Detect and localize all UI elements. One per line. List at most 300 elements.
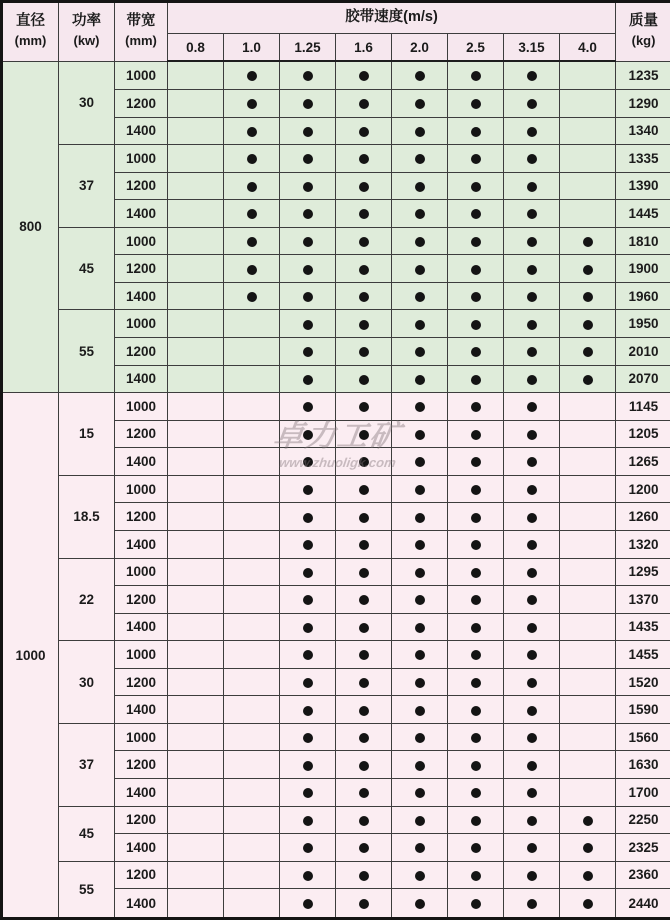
availability-dot-icon bbox=[471, 733, 481, 743]
availability-dot-icon bbox=[471, 237, 481, 247]
availability-dot-icon bbox=[359, 568, 369, 578]
availability-dot-icon bbox=[415, 154, 425, 164]
speed-availability-cell bbox=[560, 889, 616, 919]
speed-col-header: 3.15 bbox=[504, 34, 560, 62]
availability-dot-icon bbox=[527, 485, 537, 495]
speed-availability-cell bbox=[504, 255, 560, 283]
speed-availability-cell bbox=[560, 145, 616, 173]
power-cell: 37 bbox=[59, 723, 115, 806]
speed-availability-cell bbox=[280, 861, 336, 889]
availability-dot-icon bbox=[471, 650, 481, 660]
table-row bbox=[2, 558, 670, 586]
speed-col-header: 0.8 bbox=[168, 34, 224, 62]
availability-dot-icon bbox=[359, 71, 369, 81]
speed-availability-cell bbox=[336, 503, 392, 531]
availability-dot-icon bbox=[359, 375, 369, 385]
availability-dot-icon bbox=[583, 871, 593, 881]
availability-dot-icon bbox=[527, 71, 537, 81]
speed-availability-cell bbox=[504, 834, 560, 862]
mass-cell: 2360 bbox=[616, 861, 670, 889]
belt-width-header-unit: (mm) bbox=[125, 32, 157, 48]
speed-availability-cell bbox=[448, 117, 504, 145]
availability-dot-icon bbox=[527, 706, 537, 716]
power-header-unit: (kw) bbox=[73, 32, 100, 48]
speed-availability-cell bbox=[280, 641, 336, 669]
availability-dot-icon bbox=[527, 816, 537, 826]
mass-cell: 1260 bbox=[616, 503, 670, 531]
speed-availability-cell bbox=[168, 145, 224, 173]
speed-availability-cell bbox=[336, 393, 392, 421]
speed-availability-cell bbox=[392, 530, 448, 558]
belt-width-cell: 1000 bbox=[115, 723, 168, 751]
speed-availability-cell bbox=[448, 834, 504, 862]
speed-availability-cell bbox=[280, 145, 336, 173]
speed-availability-cell bbox=[336, 227, 392, 255]
speed-availability-cell bbox=[560, 613, 616, 641]
power-cell: 55 bbox=[59, 861, 115, 918]
belt-width-cell: 1400 bbox=[115, 365, 168, 393]
speed-availability-cell bbox=[448, 227, 504, 255]
mass-cell: 1960 bbox=[616, 282, 670, 310]
power-cell: 45 bbox=[59, 227, 115, 310]
belt-width-cell: 1200 bbox=[115, 806, 168, 834]
speed-availability-cell bbox=[336, 145, 392, 173]
watermark-logo: 卓力工矿 bbox=[271, 420, 404, 453]
availability-dot-icon bbox=[303, 871, 313, 881]
speed-availability-cell bbox=[168, 282, 224, 310]
speed-availability-cell bbox=[392, 117, 448, 145]
belt-width-cell: 1200 bbox=[115, 255, 168, 283]
speed-availability-cell bbox=[168, 393, 224, 421]
speed-availability-cell bbox=[224, 61, 280, 89]
speed-availability-cell bbox=[504, 696, 560, 724]
availability-dot-icon bbox=[359, 127, 369, 137]
availability-dot-icon bbox=[247, 265, 257, 275]
mass-cell: 1265 bbox=[616, 448, 670, 476]
availability-dot-icon bbox=[303, 127, 313, 137]
speed-availability-cell bbox=[504, 586, 560, 614]
speed-availability-cell bbox=[504, 227, 560, 255]
belt-width-cell: 1400 bbox=[115, 117, 168, 145]
availability-dot-icon bbox=[303, 788, 313, 798]
table-row bbox=[2, 227, 670, 255]
speed-availability-cell bbox=[224, 861, 280, 889]
availability-dot-icon bbox=[303, 568, 313, 578]
speed-availability-cell bbox=[560, 310, 616, 338]
speed-availability-cell bbox=[280, 448, 336, 476]
speed-availability-cell bbox=[280, 117, 336, 145]
speed-availability-cell bbox=[280, 779, 336, 807]
speed-availability-cell bbox=[280, 503, 336, 531]
speed-availability-cell bbox=[504, 393, 560, 421]
speed-availability-cell bbox=[280, 282, 336, 310]
speed-availability-cell bbox=[392, 834, 448, 862]
availability-dot-icon bbox=[415, 678, 425, 688]
mass-cell: 1560 bbox=[616, 723, 670, 751]
belt-width-cell: 1400 bbox=[115, 200, 168, 228]
availability-dot-icon bbox=[415, 650, 425, 660]
availability-dot-icon bbox=[527, 650, 537, 660]
speed-availability-cell bbox=[560, 338, 616, 366]
speed-availability-cell bbox=[224, 310, 280, 338]
speed-availability-cell bbox=[448, 503, 504, 531]
speed-availability-cell bbox=[560, 255, 616, 283]
speed-availability-cell bbox=[504, 751, 560, 779]
availability-dot-icon bbox=[527, 623, 537, 633]
availability-dot-icon bbox=[415, 182, 425, 192]
speed-availability-cell bbox=[336, 420, 392, 448]
availability-dot-icon bbox=[471, 706, 481, 716]
availability-dot-icon bbox=[527, 292, 537, 302]
speed-availability-cell bbox=[168, 310, 224, 338]
power-cell: 30 bbox=[59, 61, 115, 145]
table-row bbox=[2, 475, 670, 503]
speed-availability-cell bbox=[280, 834, 336, 862]
speed-availability-cell bbox=[168, 475, 224, 503]
availability-dot-icon bbox=[471, 623, 481, 633]
availability-dot-icon bbox=[471, 761, 481, 771]
availability-dot-icon bbox=[527, 127, 537, 137]
speed-availability-cell bbox=[504, 613, 560, 641]
speed-availability-cell bbox=[448, 365, 504, 393]
availability-dot-icon bbox=[359, 209, 369, 219]
availability-dot-icon bbox=[303, 265, 313, 275]
header-row-top bbox=[2, 2, 670, 34]
speed-availability-cell bbox=[224, 696, 280, 724]
speed-availability-cell bbox=[560, 503, 616, 531]
mass-cell: 1520 bbox=[616, 668, 670, 696]
speed-availability-cell bbox=[224, 255, 280, 283]
availability-dot-icon bbox=[303, 375, 313, 385]
mass-header-unit: (kg) bbox=[631, 32, 656, 48]
table-row bbox=[2, 723, 670, 751]
speed-availability-cell bbox=[504, 338, 560, 366]
speed-availability-cell bbox=[224, 806, 280, 834]
speed-availability-cell bbox=[280, 696, 336, 724]
availability-dot-icon bbox=[359, 788, 369, 798]
availability-dot-icon bbox=[303, 623, 313, 633]
speed-availability-cell bbox=[168, 172, 224, 200]
speed-availability-cell bbox=[336, 751, 392, 779]
speed-availability-cell bbox=[504, 172, 560, 200]
availability-dot-icon bbox=[247, 209, 257, 219]
availability-dot-icon bbox=[415, 375, 425, 385]
availability-dot-icon bbox=[471, 568, 481, 578]
availability-dot-icon bbox=[359, 513, 369, 523]
col-header-power bbox=[59, 2, 115, 62]
speed-availability-cell bbox=[224, 641, 280, 669]
belt-width-cell: 1200 bbox=[115, 751, 168, 779]
speed-col-header: 1.6 bbox=[336, 34, 392, 62]
speed-availability-cell bbox=[168, 530, 224, 558]
speed-availability-cell bbox=[504, 448, 560, 476]
speed-availability-cell bbox=[392, 420, 448, 448]
mass-cell: 2010 bbox=[616, 338, 670, 366]
speed-availability-cell bbox=[168, 227, 224, 255]
speed-availability-cell bbox=[448, 145, 504, 173]
speed-availability-cell bbox=[168, 255, 224, 283]
availability-dot-icon bbox=[415, 430, 425, 440]
diameter-header-unit: (mm) bbox=[14, 32, 47, 48]
availability-dot-icon bbox=[527, 402, 537, 412]
belt-width-cell: 1200 bbox=[115, 420, 168, 448]
table-row bbox=[2, 861, 670, 889]
speed-availability-cell bbox=[504, 420, 560, 448]
availability-dot-icon bbox=[303, 347, 313, 357]
belt-width-cell: 1200 bbox=[115, 861, 168, 889]
speed-availability-cell bbox=[224, 338, 280, 366]
power-cell: 30 bbox=[59, 641, 115, 724]
speed-availability-cell bbox=[168, 641, 224, 669]
availability-dot-icon bbox=[471, 402, 481, 412]
speed-availability-cell bbox=[448, 889, 504, 919]
speed-availability-cell bbox=[504, 806, 560, 834]
speed-availability-cell bbox=[280, 806, 336, 834]
availability-dot-icon bbox=[247, 154, 257, 164]
availability-dot-icon bbox=[527, 595, 537, 605]
availability-dot-icon bbox=[527, 265, 537, 275]
speed-availability-cell bbox=[560, 448, 616, 476]
speed-availability-cell bbox=[280, 613, 336, 641]
availability-dot-icon bbox=[359, 347, 369, 357]
availability-dot-icon bbox=[527, 899, 537, 909]
availability-dot-icon bbox=[247, 127, 257, 137]
speed-availability-cell bbox=[448, 475, 504, 503]
table-row bbox=[2, 393, 670, 421]
availability-dot-icon bbox=[527, 457, 537, 467]
speed-availability-cell bbox=[504, 889, 560, 919]
speed-availability-cell bbox=[448, 641, 504, 669]
availability-dot-icon bbox=[359, 899, 369, 909]
availability-dot-icon bbox=[527, 320, 537, 330]
speed-availability-cell bbox=[224, 365, 280, 393]
speed-availability-cell bbox=[224, 145, 280, 173]
table-row bbox=[2, 806, 670, 834]
speed-availability-cell bbox=[504, 558, 560, 586]
availability-dot-icon bbox=[415, 540, 425, 550]
availability-dot-icon bbox=[303, 292, 313, 302]
diameter-header-label: 直径 bbox=[16, 13, 45, 30]
speed-availability-cell bbox=[336, 448, 392, 476]
speed-availability-cell bbox=[560, 393, 616, 421]
speed-availability-cell bbox=[560, 861, 616, 889]
availability-dot-icon bbox=[471, 457, 481, 467]
power-cell: 37 bbox=[59, 145, 115, 228]
availability-dot-icon bbox=[415, 843, 425, 853]
availability-dot-icon bbox=[303, 71, 313, 81]
belt-width-cell: 1400 bbox=[115, 282, 168, 310]
speed-availability-cell bbox=[448, 530, 504, 558]
speed-availability-cell bbox=[168, 448, 224, 476]
speed-availability-cell bbox=[336, 586, 392, 614]
belt-width-cell: 1400 bbox=[115, 530, 168, 558]
speed-availability-cell bbox=[560, 475, 616, 503]
mass-cell: 1630 bbox=[616, 751, 670, 779]
availability-dot-icon bbox=[303, 430, 313, 440]
mass-cell: 1590 bbox=[616, 696, 670, 724]
availability-dot-icon bbox=[303, 678, 313, 688]
availability-dot-icon bbox=[527, 99, 537, 109]
speed-availability-cell bbox=[168, 723, 224, 751]
availability-dot-icon bbox=[303, 816, 313, 826]
belt-width-cell: 1000 bbox=[115, 558, 168, 586]
speed-availability-cell bbox=[392, 338, 448, 366]
speed-availability-cell bbox=[392, 448, 448, 476]
col-header-belt-width bbox=[115, 2, 168, 62]
speed-availability-cell bbox=[504, 723, 560, 751]
speed-availability-cell bbox=[560, 227, 616, 255]
availability-dot-icon bbox=[303, 209, 313, 219]
availability-dot-icon bbox=[247, 71, 257, 81]
availability-dot-icon bbox=[415, 209, 425, 219]
availability-dot-icon bbox=[359, 457, 369, 467]
table-row bbox=[2, 145, 670, 173]
speed-availability-cell bbox=[280, 751, 336, 779]
speed-availability-cell bbox=[392, 255, 448, 283]
speed-availability-cell bbox=[560, 696, 616, 724]
table-body bbox=[2, 61, 670, 919]
mass-cell: 2250 bbox=[616, 806, 670, 834]
speed-availability-cell bbox=[336, 365, 392, 393]
speed-availability-cell bbox=[560, 586, 616, 614]
speed-availability-cell bbox=[224, 200, 280, 228]
availability-dot-icon bbox=[415, 761, 425, 771]
speed-availability-cell bbox=[448, 586, 504, 614]
mass-cell: 1200 bbox=[616, 475, 670, 503]
availability-dot-icon bbox=[303, 843, 313, 853]
availability-dot-icon bbox=[415, 292, 425, 302]
availability-dot-icon bbox=[527, 154, 537, 164]
availability-dot-icon bbox=[415, 347, 425, 357]
speed-availability-cell bbox=[448, 200, 504, 228]
availability-dot-icon bbox=[303, 237, 313, 247]
availability-dot-icon bbox=[247, 292, 257, 302]
speed-availability-cell bbox=[168, 751, 224, 779]
speed-availability-cell bbox=[224, 723, 280, 751]
speed-availability-cell bbox=[392, 282, 448, 310]
speed-availability-cell bbox=[224, 751, 280, 779]
speed-availability-cell bbox=[224, 393, 280, 421]
speed-availability-cell bbox=[560, 723, 616, 751]
availability-dot-icon bbox=[415, 623, 425, 633]
availability-dot-icon bbox=[359, 650, 369, 660]
speed-availability-cell bbox=[168, 806, 224, 834]
availability-dot-icon bbox=[471, 788, 481, 798]
availability-dot-icon bbox=[359, 733, 369, 743]
mass-cell: 1145 bbox=[616, 393, 670, 421]
speed-availability-cell bbox=[392, 89, 448, 117]
speed-availability-cell bbox=[336, 668, 392, 696]
availability-dot-icon bbox=[303, 402, 313, 412]
speed-availability-cell bbox=[448, 61, 504, 89]
speed-availability-cell bbox=[280, 586, 336, 614]
availability-dot-icon bbox=[471, 292, 481, 302]
speed-availability-cell bbox=[280, 420, 336, 448]
availability-dot-icon bbox=[583, 843, 593, 853]
speed-availability-cell bbox=[224, 834, 280, 862]
speed-availability-cell bbox=[504, 475, 560, 503]
availability-dot-icon bbox=[471, 540, 481, 550]
speed-col-header: 4.0 bbox=[560, 34, 616, 62]
speed-availability-cell bbox=[224, 89, 280, 117]
speed-availability-cell bbox=[336, 530, 392, 558]
availability-dot-icon bbox=[415, 99, 425, 109]
availability-dot-icon bbox=[527, 513, 537, 523]
availability-dot-icon bbox=[359, 623, 369, 633]
power-header-label: 功率 bbox=[72, 13, 101, 30]
speed-availability-cell bbox=[448, 723, 504, 751]
availability-dot-icon bbox=[471, 430, 481, 440]
availability-dot-icon bbox=[527, 347, 537, 357]
availability-dot-icon bbox=[303, 540, 313, 550]
speed-availability-cell bbox=[392, 172, 448, 200]
mass-cell: 1290 bbox=[616, 89, 670, 117]
speed-availability-cell bbox=[280, 338, 336, 366]
speed-availability-cell bbox=[168, 89, 224, 117]
speed-availability-cell bbox=[224, 503, 280, 531]
mass-cell: 1205 bbox=[616, 420, 670, 448]
speed-availability-cell bbox=[336, 834, 392, 862]
availability-dot-icon bbox=[527, 843, 537, 853]
availability-dot-icon bbox=[303, 154, 313, 164]
speed-availability-cell bbox=[336, 889, 392, 919]
availability-dot-icon bbox=[415, 71, 425, 81]
speed-availability-cell bbox=[336, 255, 392, 283]
availability-dot-icon bbox=[471, 485, 481, 495]
availability-dot-icon bbox=[527, 430, 537, 440]
power-cell: 15 bbox=[59, 393, 115, 476]
availability-dot-icon bbox=[527, 788, 537, 798]
availability-dot-icon bbox=[415, 320, 425, 330]
speed-availability-cell bbox=[504, 282, 560, 310]
availability-dot-icon bbox=[359, 182, 369, 192]
power-cell: 45 bbox=[59, 806, 115, 861]
speed-availability-cell bbox=[448, 779, 504, 807]
speed-availability-cell bbox=[224, 779, 280, 807]
speed-availability-cell bbox=[224, 530, 280, 558]
belt-width-cell: 1000 bbox=[115, 310, 168, 338]
availability-dot-icon bbox=[359, 761, 369, 771]
speed-availability-cell bbox=[560, 641, 616, 669]
availability-dot-icon bbox=[471, 871, 481, 881]
speed-availability-cell bbox=[560, 117, 616, 145]
mass-cell: 1390 bbox=[616, 172, 670, 200]
availability-dot-icon bbox=[247, 182, 257, 192]
speed-availability-cell bbox=[336, 806, 392, 834]
availability-dot-icon bbox=[471, 595, 481, 605]
speed-availability-cell bbox=[168, 338, 224, 366]
belt-width-cell: 1200 bbox=[115, 172, 168, 200]
speed-availability-cell bbox=[168, 779, 224, 807]
speed-availability-cell bbox=[280, 227, 336, 255]
speed-availability-cell bbox=[504, 503, 560, 531]
speed-availability-cell bbox=[168, 200, 224, 228]
availability-dot-icon bbox=[359, 816, 369, 826]
speed-availability-cell bbox=[392, 751, 448, 779]
speed-availability-cell bbox=[168, 558, 224, 586]
speed-availability-cell bbox=[168, 668, 224, 696]
availability-dot-icon bbox=[303, 457, 313, 467]
belt-width-cell: 1400 bbox=[115, 779, 168, 807]
speed-availability-cell bbox=[448, 696, 504, 724]
speed-availability-cell bbox=[392, 200, 448, 228]
availability-dot-icon bbox=[527, 375, 537, 385]
availability-dot-icon bbox=[583, 816, 593, 826]
speed-availability-cell bbox=[224, 558, 280, 586]
availability-dot-icon bbox=[303, 761, 313, 771]
availability-dot-icon bbox=[415, 706, 425, 716]
speed-availability-cell bbox=[504, 779, 560, 807]
